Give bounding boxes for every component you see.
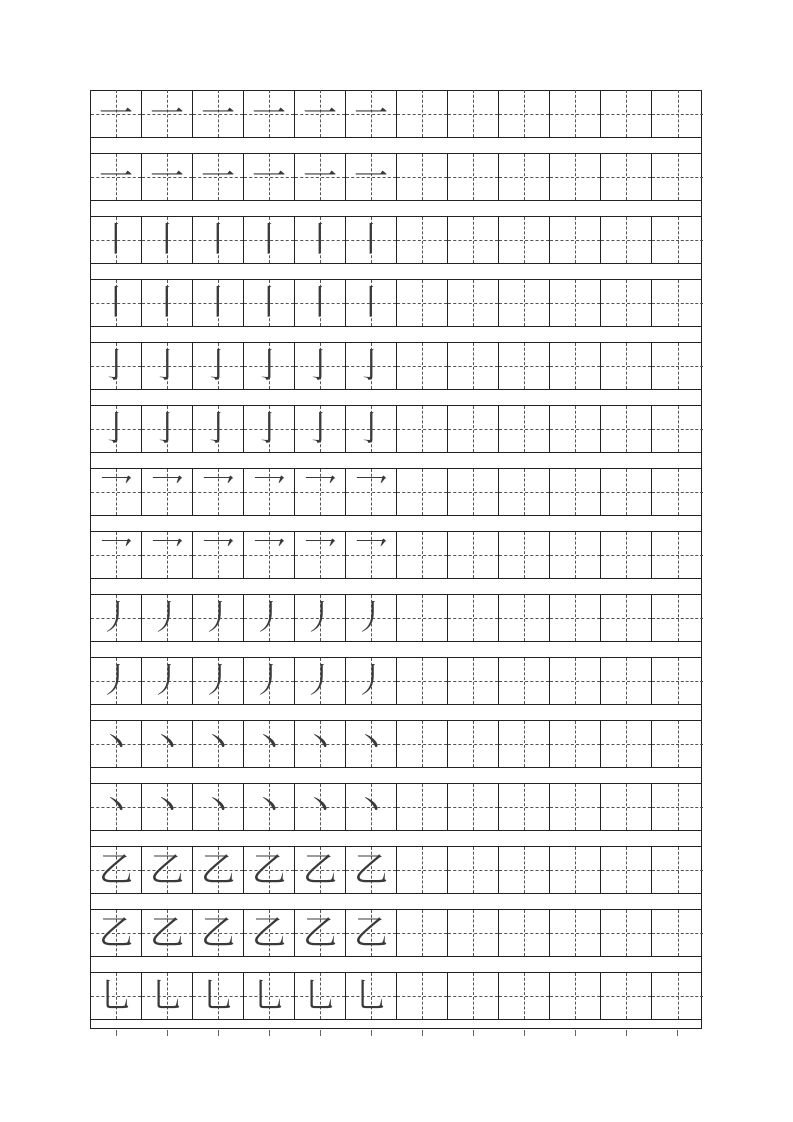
stroke-glyph: 一	[201, 157, 235, 197]
blank-cell	[550, 973, 601, 1019]
blank-cell	[397, 280, 448, 326]
stroke-glyph: 丶	[252, 724, 286, 764]
practice-row	[91, 468, 701, 516]
trace-cell	[142, 217, 193, 263]
trace-cell	[244, 847, 295, 893]
blank-cell	[397, 469, 448, 515]
trace-cell	[193, 973, 244, 1019]
guide-tick	[371, 1030, 372, 1036]
blank-cell	[499, 90, 550, 137]
stroke-glyph: 一	[150, 157, 184, 197]
stroke-glyph: 亅	[303, 409, 337, 449]
blank-cell	[448, 595, 499, 641]
blank-cell	[397, 343, 448, 389]
trace-cell	[91, 847, 142, 893]
blank-cell	[397, 217, 448, 263]
blank-cell	[448, 532, 499, 578]
blank-cell	[499, 784, 550, 830]
trace-cell	[244, 595, 295, 641]
trace-cell	[91, 721, 142, 767]
trace-cell	[91, 658, 142, 704]
blank-cell	[652, 595, 703, 641]
stroke-glyph: 丿	[201, 598, 235, 638]
trace-cell	[244, 217, 295, 263]
stroke-glyph: 乛	[354, 472, 388, 512]
trace-cell	[193, 658, 244, 704]
guide-tick	[524, 1030, 525, 1036]
trace-cell	[142, 910, 193, 956]
trace-cell	[91, 973, 142, 1019]
practice-grid	[90, 90, 702, 1029]
trace-cell	[346, 910, 397, 956]
blank-cell	[550, 595, 601, 641]
blank-cell	[652, 406, 703, 452]
practice-row	[91, 153, 701, 201]
stroke-glyph: 乛	[150, 472, 184, 512]
stroke-glyph: 丶	[99, 724, 133, 764]
stroke-glyph: 乙	[303, 913, 337, 953]
stroke-glyph: 一	[201, 93, 235, 134]
trace-cell	[193, 406, 244, 452]
trace-cell	[142, 784, 193, 830]
trace-cell	[91, 784, 142, 830]
trace-cell	[295, 784, 346, 830]
trace-cell	[244, 532, 295, 578]
trace-cell	[193, 280, 244, 326]
stroke-glyph: 乙	[201, 850, 235, 890]
blank-cell	[448, 847, 499, 893]
stroke-glyph: 丨	[150, 220, 184, 260]
stroke-glyph: 乛	[201, 472, 235, 512]
guide-tick	[677, 1030, 678, 1036]
trace-cell	[193, 469, 244, 515]
stroke-glyph: 亅	[252, 346, 286, 386]
blank-cell	[499, 343, 550, 389]
trace-cell	[193, 721, 244, 767]
stroke-glyph: 丿	[303, 661, 337, 701]
stroke-glyph: 丶	[354, 724, 388, 764]
stroke-glyph: 一	[303, 93, 337, 134]
stroke-glyph: 丶	[201, 724, 235, 764]
stroke-glyph: 乚	[99, 976, 133, 1016]
trace-cell	[142, 721, 193, 767]
trace-cell	[142, 973, 193, 1019]
blank-cell	[652, 154, 703, 200]
trace-cell	[244, 154, 295, 200]
stroke-glyph: 亅	[150, 346, 184, 386]
blank-cell	[601, 910, 652, 956]
trace-cell	[193, 910, 244, 956]
blank-cell	[601, 217, 652, 263]
trace-cell	[193, 532, 244, 578]
stroke-glyph: 丿	[201, 661, 235, 701]
blank-cell	[550, 847, 601, 893]
blank-cell	[397, 910, 448, 956]
practice-row	[91, 405, 701, 453]
guide-tick	[167, 1030, 168, 1036]
trace-cell	[295, 532, 346, 578]
stroke-glyph: 丿	[99, 598, 133, 638]
trace-cell	[193, 90, 244, 137]
guide-tick	[116, 1030, 117, 1036]
practice-row	[91, 846, 701, 894]
blank-cell	[448, 90, 499, 137]
stroke-glyph: 乙	[99, 913, 133, 953]
stroke-glyph: 乙	[99, 850, 133, 890]
trace-cell	[142, 154, 193, 200]
trace-cell	[142, 343, 193, 389]
blank-cell	[499, 217, 550, 263]
trace-cell	[346, 784, 397, 830]
guide-tick	[422, 1030, 423, 1036]
trace-cell	[91, 595, 142, 641]
trace-cell	[295, 154, 346, 200]
stroke-glyph: 丶	[252, 787, 286, 827]
trace-cell	[91, 90, 142, 137]
trace-cell	[244, 973, 295, 1019]
trace-cell	[193, 217, 244, 263]
stroke-glyph: 亅	[303, 346, 337, 386]
blank-cell	[601, 658, 652, 704]
stroke-glyph: 乛	[99, 535, 133, 575]
trace-cell	[346, 658, 397, 704]
stroke-glyph: 乙	[303, 850, 337, 890]
stroke-glyph: 乛	[252, 472, 286, 512]
trace-cell	[91, 406, 142, 452]
trace-cell	[346, 154, 397, 200]
stroke-glyph: 一	[99, 157, 133, 197]
trace-cell	[346, 217, 397, 263]
guide-tick	[575, 1030, 576, 1036]
blank-cell	[550, 90, 601, 137]
trace-cell	[142, 90, 193, 137]
blank-cell	[601, 406, 652, 452]
trace-cell	[346, 406, 397, 452]
stroke-glyph: 一	[252, 157, 286, 197]
stroke-glyph: 丨	[303, 220, 337, 260]
blank-cell	[499, 595, 550, 641]
stroke-glyph: 乙	[150, 850, 184, 890]
stroke-glyph: 亅	[354, 409, 388, 449]
trace-cell	[244, 721, 295, 767]
practice-row	[91, 594, 701, 642]
stroke-glyph: 乛	[303, 535, 337, 575]
trace-cell	[346, 469, 397, 515]
trace-cell	[295, 280, 346, 326]
practice-row	[91, 279, 701, 327]
blank-cell	[397, 721, 448, 767]
blank-cell	[601, 90, 652, 137]
blank-cell	[499, 658, 550, 704]
blank-cell	[448, 658, 499, 704]
stroke-glyph: 丨	[303, 283, 337, 323]
stroke-glyph: 乙	[201, 913, 235, 953]
stroke-glyph: 亅	[201, 409, 235, 449]
stroke-glyph: 乚	[150, 976, 184, 1016]
trace-cell	[295, 217, 346, 263]
stroke-glyph: 丿	[150, 661, 184, 701]
blank-cell	[448, 469, 499, 515]
stroke-glyph: 一	[150, 93, 184, 134]
blank-cell	[499, 847, 550, 893]
practice-row	[91, 972, 701, 1020]
stroke-glyph: 丶	[201, 787, 235, 827]
stroke-glyph: 乙	[252, 850, 286, 890]
stroke-glyph: 亅	[150, 409, 184, 449]
stroke-glyph: 乛	[303, 472, 337, 512]
blank-cell	[397, 973, 448, 1019]
trace-cell	[193, 154, 244, 200]
trace-cell	[91, 343, 142, 389]
trace-cell	[295, 721, 346, 767]
trace-cell	[142, 658, 193, 704]
blank-cell	[601, 784, 652, 830]
trace-cell	[295, 658, 346, 704]
stroke-glyph: 乛	[354, 535, 388, 575]
stroke-glyph: 丿	[252, 661, 286, 701]
blank-cell	[499, 721, 550, 767]
stroke-glyph: 丿	[303, 598, 337, 638]
practice-row	[91, 783, 701, 831]
blank-cell	[397, 532, 448, 578]
blank-cell	[550, 469, 601, 515]
blank-cell	[448, 910, 499, 956]
stroke-glyph: 亅	[354, 346, 388, 386]
stroke-glyph: 丿	[252, 598, 286, 638]
blank-cell	[499, 532, 550, 578]
trace-cell	[346, 532, 397, 578]
practice-row	[91, 720, 701, 768]
trace-cell	[346, 595, 397, 641]
practice-row	[91, 909, 701, 957]
blank-cell	[397, 595, 448, 641]
blank-cell	[397, 90, 448, 137]
stroke-glyph: 亅	[99, 409, 133, 449]
blank-cell	[652, 90, 703, 137]
blank-cell	[652, 343, 703, 389]
trace-cell	[346, 343, 397, 389]
blank-cell	[448, 280, 499, 326]
blank-cell	[448, 217, 499, 263]
trace-cell	[91, 280, 142, 326]
stroke-glyph: 亅	[201, 346, 235, 386]
trace-cell	[142, 280, 193, 326]
trace-cell	[142, 532, 193, 578]
trace-cell	[244, 658, 295, 704]
stroke-glyph: 丨	[354, 220, 388, 260]
stroke-glyph: 丨	[99, 220, 133, 260]
blank-cell	[601, 532, 652, 578]
stroke-glyph: 丨	[252, 220, 286, 260]
stroke-glyph: 丨	[99, 283, 133, 323]
blank-cell	[550, 280, 601, 326]
blank-cell	[550, 406, 601, 452]
stroke-glyph: 丨	[201, 220, 235, 260]
stroke-glyph: 丶	[150, 787, 184, 827]
stroke-glyph: 一	[354, 93, 388, 134]
stroke-glyph: 丿	[150, 598, 184, 638]
stroke-glyph: 乛	[99, 472, 133, 512]
practice-row	[91, 90, 701, 138]
stroke-glyph: 一	[99, 93, 133, 134]
stroke-glyph: 乛	[150, 535, 184, 575]
blank-cell	[601, 595, 652, 641]
guide-tick	[218, 1030, 219, 1036]
stroke-glyph: 丿	[99, 661, 133, 701]
blank-cell	[397, 847, 448, 893]
blank-cell	[601, 343, 652, 389]
trace-cell	[295, 973, 346, 1019]
blank-cell	[448, 784, 499, 830]
blank-cell	[652, 469, 703, 515]
blank-cell	[652, 721, 703, 767]
stroke-glyph: 丿	[354, 661, 388, 701]
trace-cell	[244, 784, 295, 830]
blank-cell	[448, 406, 499, 452]
blank-cell	[652, 217, 703, 263]
practice-row	[91, 531, 701, 579]
stroke-glyph: 丶	[303, 724, 337, 764]
trace-cell	[91, 154, 142, 200]
trace-cell	[91, 532, 142, 578]
trace-cell	[193, 784, 244, 830]
stroke-glyph: 乚	[201, 976, 235, 1016]
stroke-glyph: 乚	[252, 976, 286, 1016]
trace-cell	[346, 847, 397, 893]
trace-cell	[142, 847, 193, 893]
guide-tick	[626, 1030, 627, 1036]
blank-cell	[448, 973, 499, 1019]
stroke-glyph: 亅	[252, 409, 286, 449]
blank-cell	[499, 406, 550, 452]
blank-cell	[448, 343, 499, 389]
blank-cell	[652, 784, 703, 830]
guide-tick	[473, 1030, 474, 1036]
blank-cell	[601, 280, 652, 326]
trace-cell	[244, 280, 295, 326]
blank-cell	[550, 217, 601, 263]
trace-cell	[295, 847, 346, 893]
stroke-glyph: 乙	[354, 913, 388, 953]
trace-cell	[142, 595, 193, 641]
stroke-glyph: 丿	[354, 598, 388, 638]
stroke-glyph: 丶	[303, 787, 337, 827]
trace-cell	[295, 406, 346, 452]
blank-cell	[499, 280, 550, 326]
stroke-glyph: 乙	[354, 850, 388, 890]
stroke-glyph: 乙	[150, 913, 184, 953]
blank-cell	[448, 721, 499, 767]
practice-row	[91, 657, 701, 705]
blank-cell	[652, 658, 703, 704]
trace-cell	[295, 910, 346, 956]
blank-cell	[550, 721, 601, 767]
trace-cell	[244, 910, 295, 956]
stroke-glyph: 乛	[252, 535, 286, 575]
blank-cell	[652, 532, 703, 578]
blank-cell	[601, 847, 652, 893]
blank-cell	[499, 154, 550, 200]
trace-cell	[193, 343, 244, 389]
trace-cell	[295, 595, 346, 641]
stroke-glyph: 一	[303, 157, 337, 197]
trace-cell	[346, 280, 397, 326]
trace-cell	[193, 595, 244, 641]
blank-cell	[652, 847, 703, 893]
trace-cell	[244, 343, 295, 389]
trace-cell	[295, 343, 346, 389]
blank-cell	[550, 154, 601, 200]
stroke-glyph: 乛	[201, 535, 235, 575]
stroke-glyph: 丶	[150, 724, 184, 764]
blank-cell	[550, 658, 601, 704]
guide-tick	[320, 1030, 321, 1036]
trace-cell	[244, 469, 295, 515]
trace-cell	[346, 973, 397, 1019]
blank-cell	[397, 406, 448, 452]
blank-cell	[499, 973, 550, 1019]
trace-cell	[244, 90, 295, 137]
stroke-glyph: 丶	[354, 787, 388, 827]
stroke-glyph: 一	[354, 157, 388, 197]
blank-cell	[601, 973, 652, 1019]
trace-cell	[295, 469, 346, 515]
stroke-glyph: 亅	[99, 346, 133, 386]
blank-cell	[499, 910, 550, 956]
blank-cell	[550, 784, 601, 830]
blank-cell	[652, 973, 703, 1019]
blank-cell	[448, 154, 499, 200]
blank-cell	[550, 343, 601, 389]
blank-cell	[397, 658, 448, 704]
trace-cell	[193, 847, 244, 893]
trace-cell	[244, 406, 295, 452]
stroke-glyph: 丨	[354, 283, 388, 323]
stroke-glyph: 乚	[354, 976, 388, 1016]
stroke-glyph: 乙	[252, 913, 286, 953]
trace-cell	[142, 406, 193, 452]
stroke-glyph: 一	[252, 93, 286, 134]
trace-cell	[91, 217, 142, 263]
blank-cell	[601, 154, 652, 200]
blank-cell	[397, 784, 448, 830]
blank-cell	[601, 721, 652, 767]
trace-cell	[91, 910, 142, 956]
blank-cell	[550, 910, 601, 956]
blank-cell	[601, 469, 652, 515]
stroke-glyph: 丶	[99, 787, 133, 827]
guide-tick	[269, 1030, 270, 1036]
practice-row	[91, 342, 701, 390]
blank-cell	[499, 469, 550, 515]
stroke-glyph: 乚	[303, 976, 337, 1016]
stroke-glyph: 丨	[150, 283, 184, 323]
trace-cell	[346, 721, 397, 767]
trace-cell	[346, 90, 397, 137]
blank-cell	[652, 910, 703, 956]
stroke-glyph: 丨	[201, 283, 235, 323]
blank-cell	[397, 154, 448, 200]
trace-cell	[91, 469, 142, 515]
stroke-glyph: 丨	[252, 283, 286, 323]
trace-cell	[295, 90, 346, 137]
blank-cell	[652, 280, 703, 326]
practice-row	[91, 216, 701, 264]
trace-cell	[142, 469, 193, 515]
blank-cell	[550, 532, 601, 578]
